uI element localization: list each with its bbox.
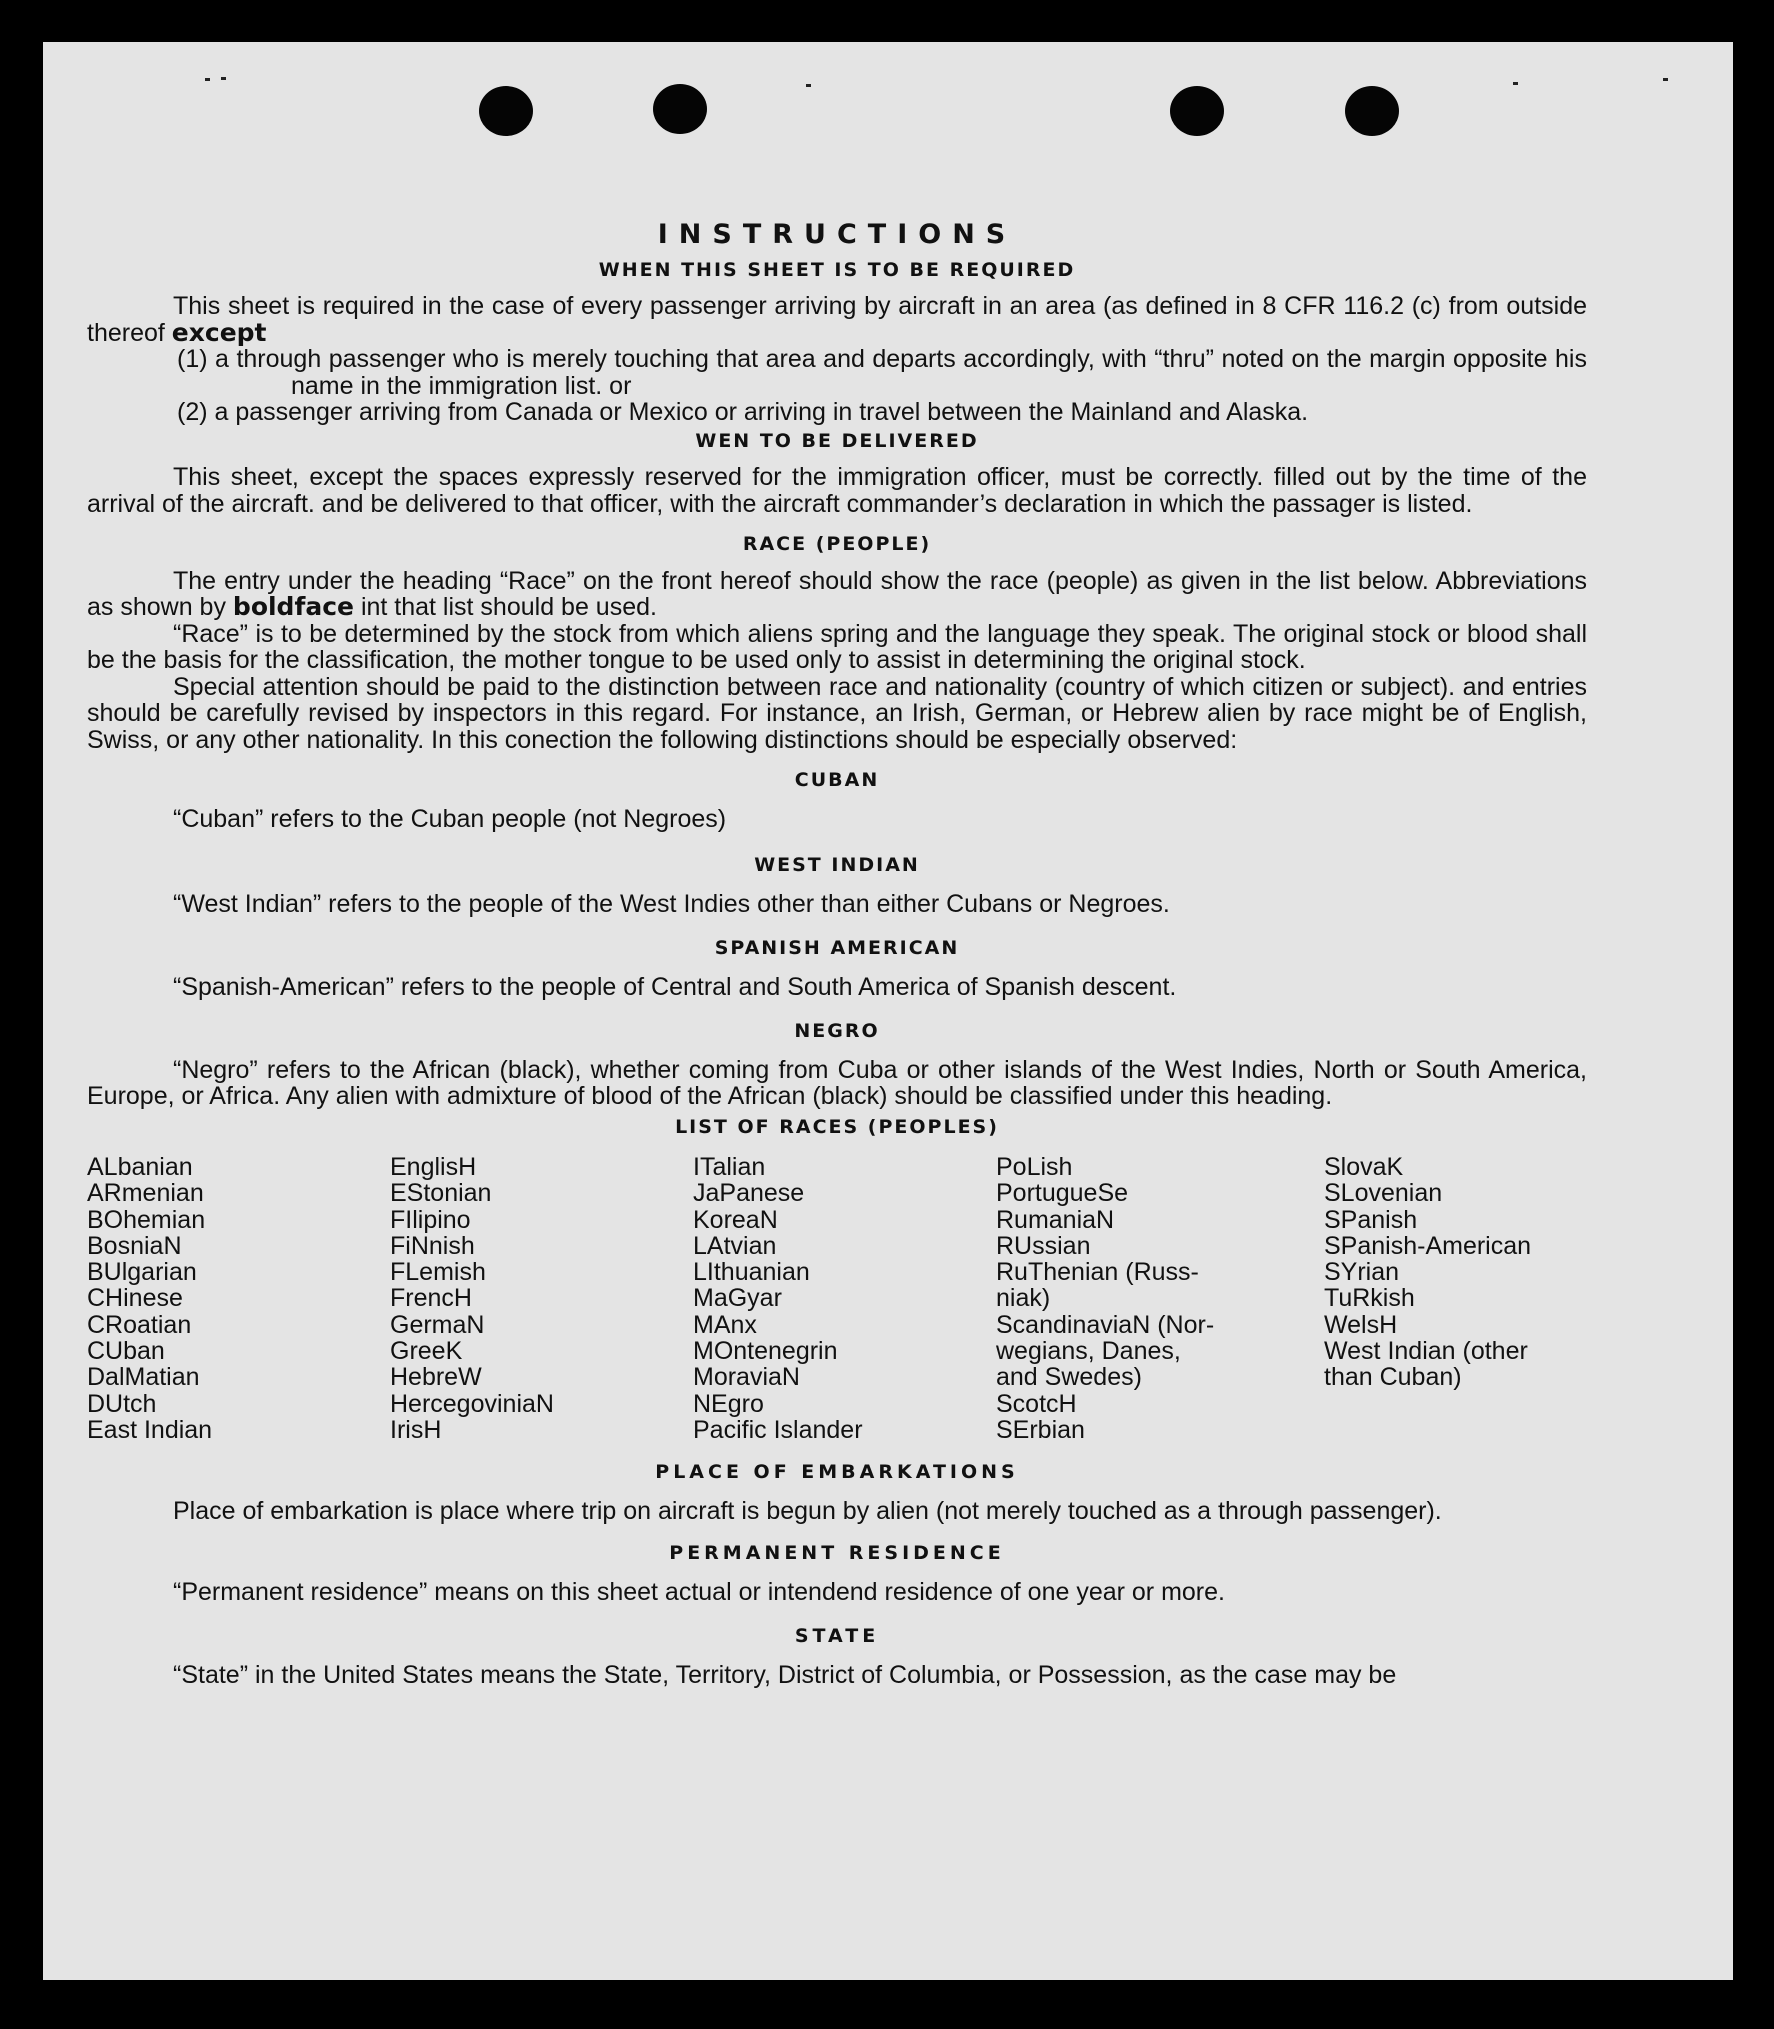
race-entry: PortugueSe <box>996 1179 1129 1208</box>
race-entry: TuRkish <box>1324 1284 1415 1313</box>
race-entry: SPanish <box>1324 1205 1418 1234</box>
race-entry: MaGyar <box>693 1284 782 1313</box>
scan-speck <box>205 78 210 81</box>
races-column-3 <box>693 1154 996 1443</box>
punch-hole <box>1170 86 1224 136</box>
race-entry: RUssian <box>996 1231 1091 1260</box>
cuban-heading: CUBAN <box>794 769 880 791</box>
race-entry: RumaniaN <box>996 1205 1115 1234</box>
negro-heading: NEGRO <box>794 1020 880 1042</box>
punch-hole <box>1345 86 1399 136</box>
race-entry: JaPanese <box>693 1179 805 1208</box>
races-list <box>87 1154 1587 1443</box>
cuban-text: “Cuban” refers to the Cuban people (not Negroes) <box>173 804 727 833</box>
west-indian-heading: WEST INDIAN <box>754 854 920 876</box>
race-entry: ScotcH <box>996 1389 1077 1418</box>
race-entry: WelsH <box>1324 1310 1398 1339</box>
race-entry: SlovaK <box>1324 1153 1404 1181</box>
races-column-2 <box>390 1154 693 1443</box>
race-entry: GermaN <box>390 1310 485 1339</box>
spanish-american-text: “Spanish-American” refers to the people of Central and South America of Spanish descent. <box>173 972 1177 1001</box>
exception-item-2: (2) a passenger arriving from Canada or Mexico or arriving in travel between the Mainland and Alaska. <box>177 398 1309 426</box>
when-required-heading: WHEN THIS SHEET IS TO BE REQUIRED <box>598 258 1076 281</box>
race-entry: wegians, Danes, <box>996 1337 1181 1366</box>
scan-speck <box>221 77 226 80</box>
scan-speck <box>806 84 811 87</box>
races-column-5 <box>1324 1154 1587 1443</box>
except-word: except <box>171 317 267 347</box>
race-entry: and Swedes) <box>996 1363 1142 1392</box>
punch-hole <box>479 86 533 136</box>
race-entry: BOhemian <box>87 1205 206 1234</box>
embarkation-text: Place of embarkation is place where trip on aircraft is begun by alien (not merely touched as a through passenger). <box>173 1496 1442 1525</box>
race-entry: BosniaN <box>87 1231 182 1260</box>
race-entry: than Cuban) <box>1324 1363 1462 1392</box>
race-entry: CHinese <box>87 1284 183 1313</box>
race-entry: CUban <box>87 1337 165 1366</box>
scan-speck <box>1663 78 1668 81</box>
race-entry: BUlgarian <box>87 1258 197 1287</box>
race-entry: KoreaN <box>693 1205 778 1234</box>
race-entry: ALbanian <box>87 1153 193 1181</box>
instructions-content <box>87 176 1587 1688</box>
race-entry: SLovenian <box>1324 1179 1443 1208</box>
race-entry: FLemish <box>390 1258 486 1287</box>
race-entry: East Indian <box>87 1415 213 1444</box>
race-paragraph-3: Special attention should be paid to the distinction between race and nationality (country of which citizen or subject). and entries should be carefully revised by inspectors in this regard. For instance, an Irish, German, or Hebrew alien by race might be of English, Swiss, or any other nationality. In this conection the following distinctions should be especially observed: <box>87 672 1587 754</box>
race-entry: FiNnish <box>390 1231 475 1260</box>
race-entry: HercegoviniaN <box>390 1389 554 1418</box>
west-indian-text: “West Indian” refers to the people of the West Indies other than either Cubans or Negroes. <box>173 889 1170 918</box>
race-entry: RuThenian (Russ- <box>996 1258 1199 1287</box>
boldface-word: boldface <box>232 592 354 621</box>
race-p1-before: The entry under the heading “Race” on the front hereof should show the race (people) as given in the list below. Abbreviations as shown by <box>87 566 1587 621</box>
race-entry: HebreW <box>390 1363 482 1392</box>
race-entry: ScandinaviaN (Nor- <box>996 1310 1215 1339</box>
state-text: “State” in the United States means the State, Territory, District of Columbia, or Possession, as the case may be <box>173 1660 1397 1689</box>
race-entry: SPanish-American <box>1324 1231 1532 1260</box>
race-entry: PoLish <box>996 1153 1073 1181</box>
when-required-intro <box>87 293 1587 346</box>
when-delivered-heading: WEN TO BE DELIVERED <box>695 429 979 452</box>
race-entry: DUtch <box>87 1389 157 1418</box>
race-entry: MOntenegrin <box>693 1337 838 1366</box>
race-entry: EStonian <box>390 1179 492 1208</box>
race-entry: LAtvian <box>693 1231 777 1260</box>
race-entry: IrisH <box>390 1415 442 1444</box>
race-p1-after: int that list should be used. <box>360 593 657 621</box>
race-entry: CRoatian <box>87 1310 192 1339</box>
race-entry: FrencH <box>390 1284 472 1313</box>
document-page <box>43 42 1733 1980</box>
race-paragraph-2: “Race” is to be determined by the stock from which aliens spring and the language they speak. The original stock or blood shall be the basis for the classification, the mother tongue to be used only to assist in determining the original stock. <box>87 619 1587 674</box>
race-entry: SYrian <box>1324 1258 1400 1287</box>
race-entry: ARmenian <box>87 1179 204 1208</box>
permanent-residence-heading: PERMANENT RESIDENCE <box>669 1542 1005 1565</box>
race-heading: RACE (PEOPLE) <box>742 533 932 555</box>
state-heading: STATE <box>794 1625 880 1648</box>
exception-item-1: (1) a through passenger who is merely touching that area and departs accordingly, with “thru” noted on the margin opposite his name in the immigration list. or <box>177 345 1587 400</box>
scan-speck <box>1513 82 1518 85</box>
race-entry: DalMatian <box>87 1363 200 1392</box>
race-entry: LIthuanian <box>693 1258 810 1287</box>
when-required-intro-text: This sheet is required in the case of every passenger arriving by aircraft in an area (as defined in 8 CFR 116.2 (c) from outside thereof <box>87 292 1587 347</box>
races-list-heading: LIST OF RACES (PEOPLES) <box>675 1115 999 1138</box>
spanish-american-heading: SPANISH AMERICAN <box>714 937 960 959</box>
when-delivered-text: This sheet, except the spaces expressly reserved for the immigration officer, must be correctly. filled out by the time of the arrival of the aircraft. and be delivered to that officer, with the aircraft commander’s declaration in which the passager is listed. <box>87 463 1587 518</box>
race-paragraph-1 <box>87 568 1587 621</box>
races-column-4 <box>996 1154 1324 1443</box>
race-entry: EnglisH <box>390 1153 477 1181</box>
race-entry: MAnx <box>693 1310 757 1339</box>
race-entry: NEgro <box>693 1389 764 1418</box>
race-entry: niak) <box>996 1284 1051 1313</box>
race-entry: MoraviaN <box>693 1363 800 1392</box>
punch-hole <box>653 84 707 134</box>
negro-text: “Negro” refers to the African (black), whether coming from Cuba or other islands of the West Indies, North or South America, Europe, or Africa. Any alien with admixture of blood of the African (black) should be classified under this heading. <box>87 1055 1587 1110</box>
race-entry: SErbian <box>996 1415 1085 1444</box>
embarkation-heading: PLACE OF EMBARKATIONS <box>655 1461 1019 1484</box>
page-title: INSTRUCTIONS <box>657 219 1017 250</box>
race-entry: GreeK <box>390 1337 463 1366</box>
race-entry: ITalian <box>693 1153 766 1181</box>
permanent-residence-text: “Permanent residence” means on this sheet actual or intendend residence of one year or more. <box>173 1577 1225 1606</box>
race-entry: Pacific Islander <box>693 1415 863 1444</box>
race-entry: FIlipino <box>390 1205 471 1234</box>
race-entry: West Indian (other <box>1324 1337 1528 1366</box>
races-column-1 <box>87 1154 390 1443</box>
